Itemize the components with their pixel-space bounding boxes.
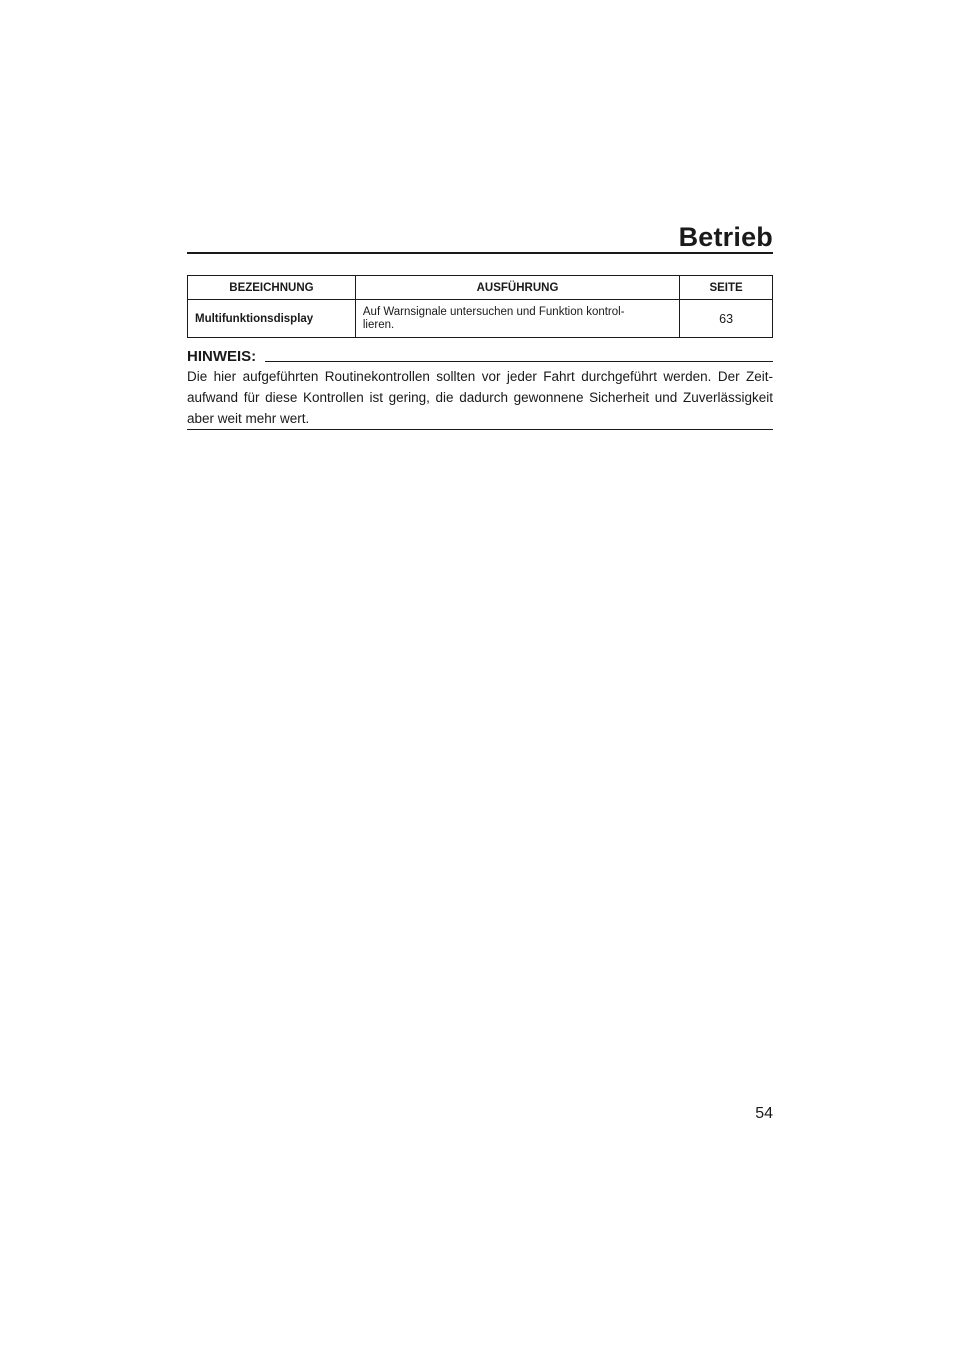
note-header-rule xyxy=(265,361,773,362)
column-header-seite: SEITE xyxy=(680,276,773,300)
column-header-bezeichnung: BEZEICHNUNG xyxy=(188,276,356,300)
cell-item-description xyxy=(355,300,679,338)
cell-item-page: 63 xyxy=(680,300,773,338)
column-header-ausfuehrung: AUSFÜHRUNG xyxy=(355,276,679,300)
header-divider xyxy=(187,252,773,254)
note-label: HINWEIS: xyxy=(187,348,257,365)
table-header-row xyxy=(188,276,773,300)
page-title: Betrieb xyxy=(678,222,773,252)
description-line-1: Auf Warnsignale untersuchen und Funktion kontrol- xyxy=(362,305,625,318)
cell-item-name: Multifunktionsdisplay xyxy=(188,300,356,338)
routine-check-table xyxy=(187,275,773,338)
note-text: Die hier aufgeführten Routinekontrollen sollten vor jeder Fahrt durchgeführt werden. Der Zeit-aufwand für diese Kontrollen ist gering, die dadurch gewonnene Sicherheit und Zuverlässigkeit aber weit mehr wert. xyxy=(187,369,773,426)
table-row xyxy=(188,300,773,338)
note-end-rule xyxy=(187,429,773,430)
page-number: 54 xyxy=(755,1105,773,1122)
description-line-2: lieren. xyxy=(362,318,395,331)
